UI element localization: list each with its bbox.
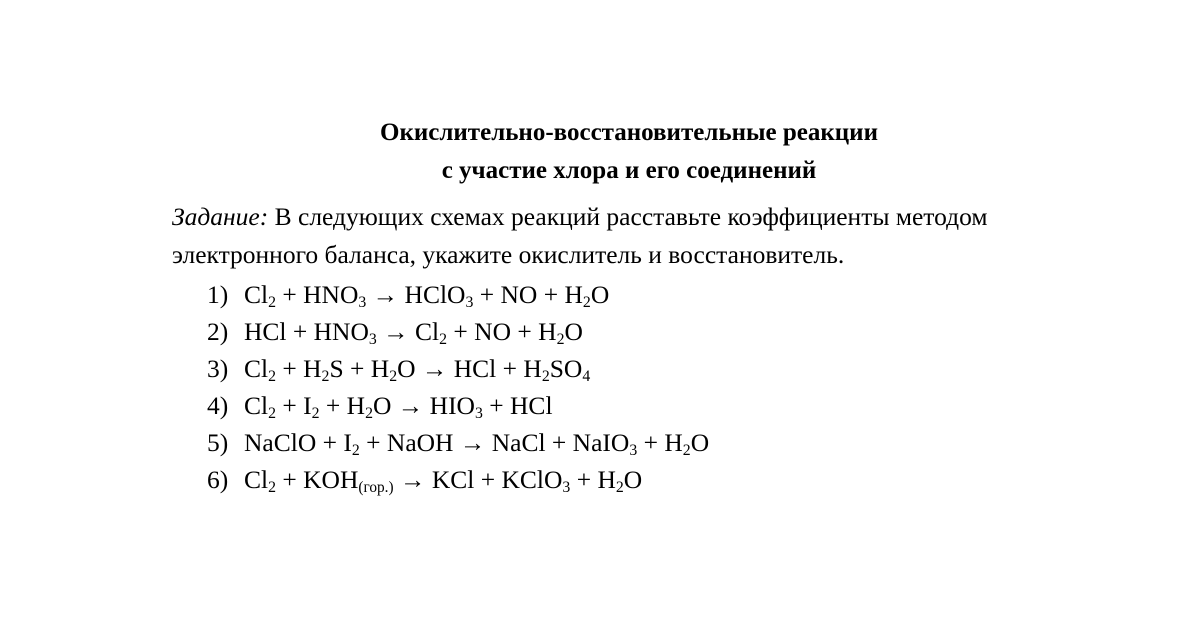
equation-subscript: 2 — [365, 404, 373, 422]
equation-text: Cl — [244, 391, 269, 420]
reaction-item — [207, 350, 709, 387]
equation-text: + HNO — [276, 280, 359, 309]
reaction-number: 3) — [207, 354, 229, 383]
reaction-equation — [244, 428, 709, 457]
page-title: Окислительно-восстановительные реакции — [380, 119, 878, 146]
equation-subscript: 2 — [268, 478, 276, 496]
equation-subscript: 2 — [268, 404, 276, 422]
equation-subscript: 3 — [629, 441, 638, 459]
equation-text: + NO + H — [447, 317, 557, 346]
equation-subscript: 2 — [311, 404, 320, 422]
equation-text: + NO + H — [473, 280, 583, 309]
reaction-item — [207, 424, 709, 461]
equation-text: O — [690, 428, 710, 457]
reaction-number: 4) — [207, 391, 229, 420]
equation-text: + H — [319, 391, 366, 420]
reaction-number: 5) — [207, 428, 229, 457]
equation-subscript: 3 — [358, 293, 367, 311]
equation-text: NaClO + I — [244, 428, 352, 457]
equation-text: → KCl + KClO — [393, 465, 563, 494]
reaction-item — [207, 387, 709, 424]
equation-text: Cl — [244, 354, 269, 383]
equation-subscript: 3 — [465, 293, 474, 311]
equation-subscript: 2 — [615, 478, 624, 496]
reaction-item — [207, 461, 709, 498]
equation-text: + H — [570, 465, 616, 494]
equation-text: + I — [276, 391, 312, 420]
equation-subscript: 3 — [474, 404, 483, 422]
reaction-condition: (гор.) — [358, 478, 394, 496]
equation-subscript: 4 — [582, 367, 591, 385]
reaction-item — [207, 313, 709, 350]
equation-text: → Cl — [376, 317, 440, 346]
equation-text: → HClO — [366, 280, 466, 309]
reaction-number: 6) — [207, 465, 229, 494]
equation-subscript: 2 — [582, 293, 591, 311]
equation-text: Cl — [244, 280, 269, 309]
equation-text: O → HIO — [372, 391, 475, 420]
equation-subscript: 2 — [541, 367, 550, 385]
equation-subscript: 2 — [682, 441, 691, 459]
reaction-list — [207, 276, 709, 498]
task-text: В следующих схемах реакций расставьте коэффициенты методом электронного баланса, укажите окислитель и восстановитель. — [172, 202, 988, 269]
task-paragraph — [172, 198, 1112, 274]
equation-subscript: 2 — [389, 367, 398, 385]
reaction-equation — [244, 317, 583, 346]
equation-text: + KOH — [276, 465, 359, 494]
reaction-number: 1) — [207, 280, 229, 309]
reaction-equation — [244, 280, 609, 309]
equation-text: Cl — [244, 465, 269, 494]
equation-subscript: 3 — [562, 478, 571, 496]
equation-subscript: 2 — [351, 441, 360, 459]
equation-subscript: 2 — [439, 330, 448, 348]
reaction-equation — [244, 465, 642, 494]
reaction-equation — [244, 354, 590, 383]
task-label: Задание: — [172, 202, 269, 231]
equation-subscript: 2 — [321, 367, 330, 385]
equation-text: S + H — [329, 354, 390, 383]
equation-text: O → HCl + H — [397, 354, 542, 383]
page-subtitle: с участие хлора и его соединений — [441, 157, 817, 184]
reaction-equation — [244, 391, 553, 420]
equation-text: + HCl — [482, 391, 553, 420]
equation-text: + NaOH → NaCl + NaIO — [359, 428, 630, 457]
equation-text: + H — [276, 354, 322, 383]
equation-subscript: 2 — [268, 293, 276, 311]
equation-text: O — [590, 280, 610, 309]
equation-text: SO — [549, 354, 583, 383]
equation-text: HCl + HNO — [244, 317, 369, 346]
equation-text: + H — [637, 428, 683, 457]
equation-text: O — [623, 465, 643, 494]
equation-subscript: 3 — [368, 330, 377, 348]
equation-subscript: 2 — [556, 330, 565, 348]
equation-subscript: 2 — [268, 367, 276, 385]
reaction-item — [207, 276, 709, 313]
equation-text: O — [564, 317, 583, 346]
reaction-number: 2) — [207, 317, 229, 346]
